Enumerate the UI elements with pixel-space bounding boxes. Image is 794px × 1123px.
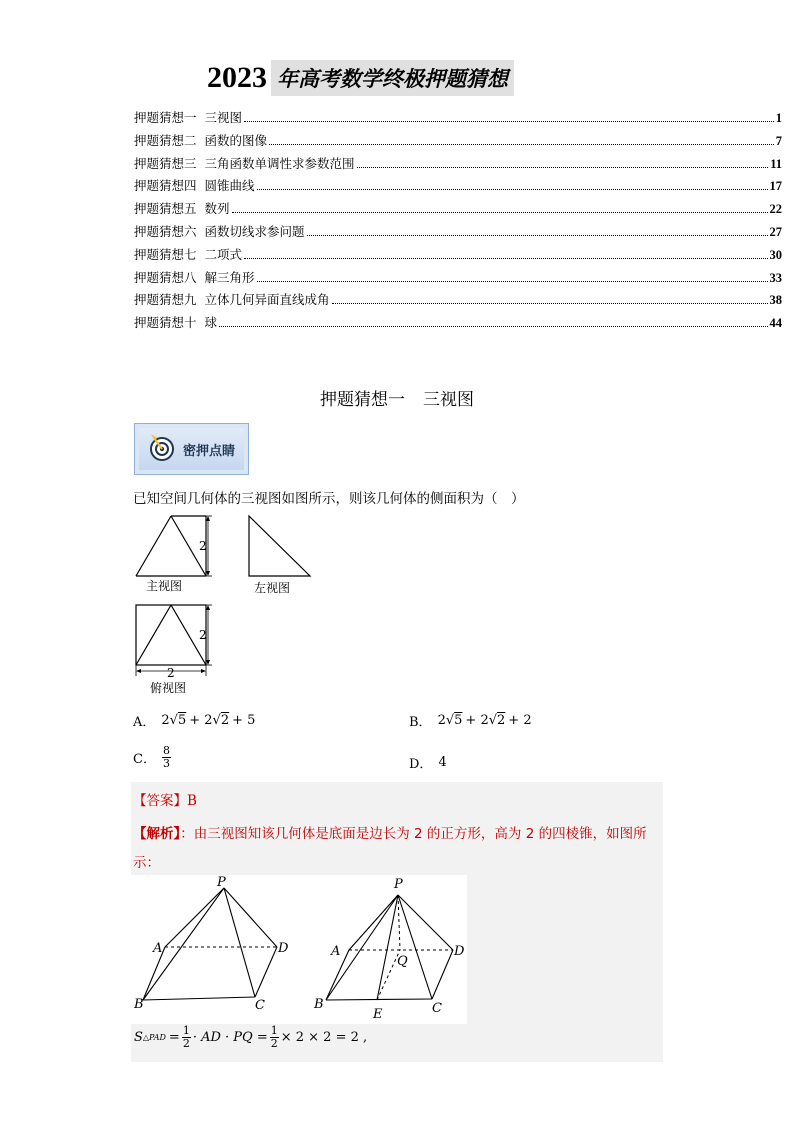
formula-fraction xyxy=(182,1025,191,1050)
section-title: 三视图 xyxy=(423,390,474,410)
toc-title: 数列 xyxy=(204,201,230,217)
toc-leader xyxy=(219,326,767,327)
side-view-label: 左视图 xyxy=(254,581,291,595)
front-view xyxy=(136,516,212,593)
toc-row[interactable] xyxy=(134,222,782,245)
option-a-letter: A． xyxy=(133,715,156,730)
vertex-label: C xyxy=(255,998,265,1013)
formula-text: · AD · PQ = xyxy=(192,1030,268,1045)
option-a-term: 2 xyxy=(161,713,170,728)
vertex-label: D xyxy=(454,944,465,959)
toc-row[interactable] xyxy=(134,290,782,313)
section-label: 押题猜想一 xyxy=(320,390,405,410)
toc-label: 押题猜想一 xyxy=(134,110,197,125)
target-icon xyxy=(147,432,177,466)
top-view-height-dimension: 2 xyxy=(199,628,207,642)
toc-page: 27 xyxy=(769,224,782,239)
answer-line xyxy=(133,789,197,809)
toc-page: 38 xyxy=(769,293,782,308)
toc-leader xyxy=(257,281,768,282)
vertex-label: E xyxy=(373,1007,383,1020)
formula-subscript: △PAD xyxy=(142,1033,166,1042)
toc-row[interactable] xyxy=(134,108,782,131)
toc-row[interactable] xyxy=(134,199,782,222)
toc-title: 函数切线求参问题 xyxy=(204,223,305,239)
toc-page: 33 xyxy=(769,270,782,285)
pyramid-right xyxy=(313,877,465,1020)
option-d-letter: D． xyxy=(409,757,433,772)
answer-value: B xyxy=(187,793,197,809)
toc-label: 押题猜想十 xyxy=(134,315,197,331)
formula-fraction xyxy=(270,1025,279,1050)
toc-title: 圆锥曲线 xyxy=(204,178,255,194)
title-year: 2023 xyxy=(207,61,267,94)
toc-label: 押题猜想六 xyxy=(134,223,197,239)
formula-numerator: 1 xyxy=(270,1024,278,1037)
toc-leader xyxy=(269,144,774,145)
vertex-label: B xyxy=(134,997,144,1012)
option-b-term: 2 xyxy=(437,713,446,728)
sqrt-icon: √ xyxy=(212,713,221,728)
key-point-badge xyxy=(134,423,249,475)
toc-label: 押题猜想八 xyxy=(134,269,197,285)
toc-leader xyxy=(307,235,768,236)
formula-numerator: 1 xyxy=(182,1024,190,1037)
toc-page: 7 xyxy=(775,133,782,148)
toc-row[interactable] xyxy=(134,131,782,154)
area-formula xyxy=(134,1025,367,1050)
toc-title: 二项式 xyxy=(204,246,243,262)
vertex-label: Q xyxy=(397,954,408,969)
three-view-figure xyxy=(130,508,330,702)
toc-title: 三角函数单调性求参数范围 xyxy=(204,155,355,171)
top-view-label: 俯视图 xyxy=(150,681,187,695)
option-c-numerator: 8 xyxy=(162,744,170,757)
title-main: 年高考数学终极押题猜想 xyxy=(271,60,514,96)
option-b[interactable] xyxy=(409,711,532,730)
toc-title: 球 xyxy=(204,315,218,331)
front-view-dimension: 2 xyxy=(199,539,207,553)
option-d[interactable] xyxy=(409,753,447,772)
toc-title: 三视图 xyxy=(204,110,243,125)
option-b-radicand: 2 xyxy=(497,713,506,728)
toc-label: 押题猜想九 xyxy=(134,292,197,308)
option-a-term: + 5 xyxy=(232,713,256,728)
option-a-term: + 2 xyxy=(189,713,213,728)
toc-leader xyxy=(357,167,769,168)
toc-page: 1 xyxy=(775,111,782,125)
sqrt-icon: √ xyxy=(488,713,498,728)
toc-page: 44 xyxy=(769,316,782,331)
toc-page: 22 xyxy=(769,202,782,217)
option-c-letter: C． xyxy=(133,752,156,767)
option-c[interactable] xyxy=(133,745,173,770)
option-b-radicand: 5 xyxy=(454,713,463,728)
analysis-text xyxy=(133,820,661,878)
vertex-label: C xyxy=(432,1001,442,1016)
toc-page: 30 xyxy=(769,247,782,262)
toc-leader xyxy=(232,212,768,213)
toc-leader xyxy=(244,121,774,122)
toc-label: 押题猜想七 xyxy=(134,246,197,262)
top-view xyxy=(136,605,212,695)
sqrt-icon: √ xyxy=(445,713,455,728)
question-text: 已知空间几何体的三视图如图所示，则该几何体的侧面积为（ ） xyxy=(133,491,525,507)
option-c-fraction xyxy=(162,745,171,770)
toc-label: 押题猜想二 xyxy=(134,132,197,148)
front-view-label: 主视图 xyxy=(146,579,183,593)
toc-row[interactable] xyxy=(134,245,782,268)
analysis-body: ：由三视图知该几何体是底面是边长为 2 的正方形，高为 2 的四棱锥，如图所示： xyxy=(133,826,647,871)
vertex-label: B xyxy=(314,997,324,1012)
formula-text: = xyxy=(168,1030,180,1045)
vertex-label: P xyxy=(394,877,403,892)
option-a[interactable] xyxy=(133,711,255,730)
option-b-term: + 2 xyxy=(465,713,489,728)
option-a-radicand: 2 xyxy=(220,713,230,728)
answer-label: 【答案】 xyxy=(133,793,187,809)
sqrt-icon: √ xyxy=(169,713,178,728)
top-view-width-dimension: 2 xyxy=(167,666,175,680)
vertex-label: A xyxy=(153,941,163,956)
toc-leader xyxy=(244,258,767,259)
badge-text: 密押点睛 xyxy=(183,443,236,459)
toc-leader xyxy=(257,189,768,190)
toc-row[interactable] xyxy=(134,154,782,177)
formula-symbol: S xyxy=(134,1030,143,1045)
toc-label: 押题猜想五 xyxy=(134,201,197,217)
option-d-value: 4 xyxy=(438,755,447,770)
vertex-label: P xyxy=(217,875,226,890)
option-a-radicand: 5 xyxy=(177,713,187,728)
toc-row[interactable] xyxy=(134,176,782,199)
side-view xyxy=(249,516,310,595)
option-c-denominator: 3 xyxy=(162,757,170,770)
toc-title: 解三角形 xyxy=(204,269,255,285)
analysis-label: 【解析】 xyxy=(133,826,181,842)
vertex-label: D xyxy=(278,941,289,956)
toc-title: 立体几何异面直线成角 xyxy=(204,292,330,308)
toc-row[interactable] xyxy=(134,313,782,336)
section-heading xyxy=(0,385,794,410)
document-title xyxy=(203,60,514,96)
pyramid-figure xyxy=(131,875,467,1024)
toc-page: 17 xyxy=(769,179,782,194)
toc-leader xyxy=(332,303,768,304)
toc-title: 函数的图像 xyxy=(204,132,268,148)
formula-text: × 2 × 2 = 2 , xyxy=(280,1030,368,1045)
vertex-label: A xyxy=(331,944,341,959)
option-b-letter: B． xyxy=(409,715,432,730)
option-b-term: + 2 xyxy=(508,713,532,728)
pyramid-left xyxy=(133,875,289,1013)
table-of-contents xyxy=(134,108,782,336)
toc-row[interactable] xyxy=(134,268,782,291)
toc-page: 11 xyxy=(770,156,782,171)
toc-label: 押题猜想四 xyxy=(134,178,197,194)
formula-denominator: 2 xyxy=(182,1037,190,1050)
formula-denominator: 2 xyxy=(270,1037,278,1050)
toc-label: 押题猜想三 xyxy=(134,155,197,171)
